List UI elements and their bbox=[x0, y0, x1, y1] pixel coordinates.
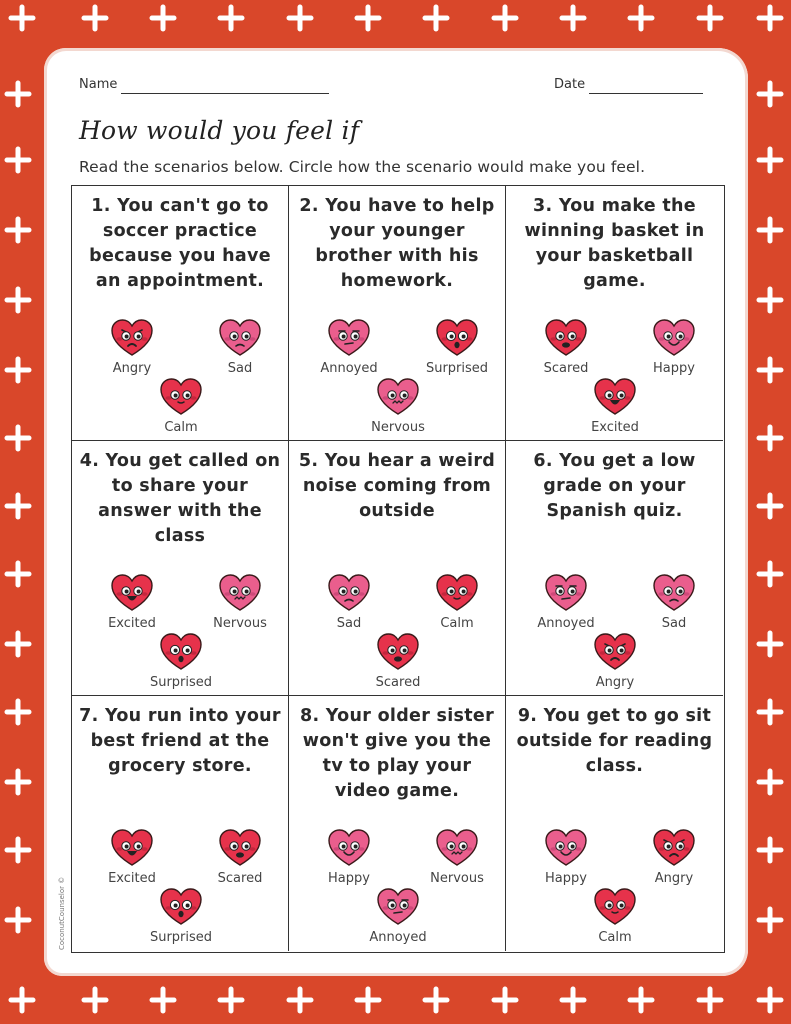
plus-icon bbox=[357, 7, 379, 29]
feeling-label: Happy bbox=[653, 361, 695, 376]
scenario-prompt: 7. You run into your best friend at the grocery store. bbox=[79, 706, 281, 776]
scenario-cell bbox=[72, 696, 289, 951]
plus-icon bbox=[7, 219, 29, 241]
feeling-option-scared[interactable] bbox=[358, 633, 438, 697]
plus-icon bbox=[759, 219, 781, 241]
feeling-option-surprised[interactable] bbox=[141, 633, 221, 697]
plus-icon bbox=[7, 909, 29, 931]
plus-icon bbox=[7, 495, 29, 517]
scenario-cell bbox=[506, 186, 723, 441]
feeling-option-nervous[interactable] bbox=[417, 829, 497, 893]
feeling-label: Annoyed bbox=[537, 616, 595, 631]
feeling-option-calm[interactable] bbox=[417, 574, 497, 638]
scenario-prompt: 2. You have to help your younger brother with his homework. bbox=[299, 196, 495, 291]
scenario-prompt: 8. Your older sister won't give you the tv to play your video game. bbox=[299, 706, 495, 801]
feeling-label: Happy bbox=[545, 871, 587, 886]
feeling-label: Angry bbox=[112, 361, 152, 376]
plus-icon bbox=[759, 909, 781, 931]
feeling-option-happy[interactable] bbox=[634, 319, 714, 383]
plus-icon bbox=[84, 7, 106, 29]
feeling-option-angry[interactable] bbox=[92, 319, 172, 383]
plus-icon bbox=[152, 7, 174, 29]
feeling-label: Sad bbox=[336, 616, 362, 631]
feeling-option-surprised[interactable] bbox=[417, 319, 497, 383]
date-field[interactable] bbox=[589, 93, 703, 94]
plus-icon bbox=[759, 289, 781, 311]
feeling-option-excited[interactable] bbox=[92, 574, 172, 638]
feeling-option-calm[interactable] bbox=[141, 378, 221, 442]
feeling-option-excited[interactable] bbox=[575, 378, 655, 442]
feeling-option-sad[interactable] bbox=[200, 319, 280, 383]
feeling-label: Nervous bbox=[213, 616, 267, 631]
plus-icon bbox=[759, 771, 781, 793]
scenario-cell bbox=[289, 186, 506, 441]
plus-icon bbox=[759, 359, 781, 381]
name-label: Name bbox=[79, 77, 118, 92]
plus-icon bbox=[7, 563, 29, 585]
plus-icon bbox=[630, 989, 652, 1011]
feeling-option-nervous[interactable] bbox=[200, 574, 280, 638]
scenario-prompt: 3. You make the winning basket in your basketball game. bbox=[524, 196, 705, 291]
feeling-label: Sad bbox=[227, 361, 253, 376]
feeling-label: Scared bbox=[217, 871, 263, 886]
plus-icon bbox=[7, 83, 29, 105]
plus-icon bbox=[152, 989, 174, 1011]
plus-icon bbox=[7, 359, 29, 381]
date-label: Date bbox=[554, 77, 586, 92]
scenario-prompt: 9. You get to go sit outside for reading class. bbox=[516, 706, 713, 776]
scenario-cell bbox=[506, 441, 723, 696]
plus-icon bbox=[425, 7, 447, 29]
instructions: Read the scenarios below. Circle how the scenario would make you feel. bbox=[79, 158, 646, 176]
plus-icon bbox=[220, 7, 242, 29]
scenario-cell bbox=[289, 441, 506, 696]
scenario-prompt: 5. You hear a weird noise coming from outside bbox=[298, 451, 496, 521]
plus-icon bbox=[759, 989, 781, 1011]
feeling-option-sad[interactable] bbox=[309, 574, 389, 638]
feeling-option-annoyed[interactable] bbox=[309, 319, 389, 383]
scenario-prompt: 6. You get a low grade on your Spanish quiz. bbox=[533, 451, 696, 521]
scenario-prompt: 4. You get called on to share your answer with the class bbox=[79, 451, 281, 546]
plus-icon bbox=[357, 989, 379, 1011]
feeling-option-angry[interactable] bbox=[634, 829, 714, 893]
scenario-grid bbox=[71, 185, 725, 953]
feeling-label: Surprised bbox=[425, 361, 489, 376]
name-field[interactable] bbox=[121, 93, 329, 94]
feeling-label: Scared bbox=[375, 675, 421, 690]
plus-icon bbox=[289, 7, 311, 29]
plus-icon bbox=[759, 563, 781, 585]
plus-icon bbox=[759, 701, 781, 723]
plus-icon bbox=[494, 7, 516, 29]
scenario-cell bbox=[506, 696, 723, 951]
feeling-label: Annoyed bbox=[369, 930, 427, 945]
scenario-cell bbox=[289, 696, 506, 951]
feeling-label: Surprised bbox=[149, 675, 213, 690]
plus-icon bbox=[630, 7, 652, 29]
plus-icon bbox=[425, 989, 447, 1011]
feeling-option-sad[interactable] bbox=[634, 574, 714, 638]
plus-icon bbox=[699, 7, 721, 29]
feeling-label: Annoyed bbox=[320, 361, 378, 376]
feeling-label: Calm bbox=[440, 616, 474, 631]
feeling-option-surprised[interactable] bbox=[141, 888, 221, 952]
feeling-option-calm[interactable] bbox=[575, 888, 655, 952]
copyright-text: CoconutCounselor © bbox=[58, 876, 66, 950]
feeling-label: Excited bbox=[591, 420, 639, 435]
plus-icon bbox=[7, 771, 29, 793]
feeling-option-scared[interactable] bbox=[526, 319, 606, 383]
plus-icon bbox=[7, 289, 29, 311]
plus-icon bbox=[759, 839, 781, 861]
feeling-label: Scared bbox=[543, 361, 589, 376]
plus-icon bbox=[562, 7, 584, 29]
feeling-label: Nervous bbox=[430, 871, 484, 886]
feeling-option-angry[interactable] bbox=[575, 633, 655, 697]
plus-icon bbox=[7, 149, 29, 171]
scenario-cell bbox=[72, 186, 289, 441]
feeling-option-happy[interactable] bbox=[526, 829, 606, 893]
feeling-label: Excited bbox=[108, 871, 156, 886]
feeling-label: Angry bbox=[654, 871, 694, 886]
plus-icon bbox=[7, 633, 29, 655]
plus-icon bbox=[220, 989, 242, 1011]
feeling-label: Surprised bbox=[149, 930, 213, 945]
plus-icon bbox=[759, 495, 781, 517]
feeling-label: Nervous bbox=[371, 420, 425, 435]
scenario-cell bbox=[72, 441, 289, 696]
plus-icon bbox=[84, 989, 106, 1011]
feeling-option-annoyed[interactable] bbox=[526, 574, 606, 638]
plus-icon bbox=[699, 989, 721, 1011]
feeling-label: Calm bbox=[598, 930, 632, 945]
feeling-label: Angry bbox=[595, 675, 635, 690]
plus-icon bbox=[759, 427, 781, 449]
feeling-option-happy[interactable] bbox=[309, 829, 389, 893]
feeling-label: Happy bbox=[328, 871, 370, 886]
plus-icon bbox=[11, 7, 33, 29]
plus-icon bbox=[759, 149, 781, 171]
plus-icon bbox=[7, 427, 29, 449]
plus-icon bbox=[494, 989, 516, 1011]
feeling-option-nervous[interactable] bbox=[358, 378, 438, 442]
plus-icon bbox=[759, 7, 781, 29]
plus-icon bbox=[7, 839, 29, 861]
feeling-label: Sad bbox=[661, 616, 687, 631]
plus-icon bbox=[562, 989, 584, 1011]
plus-icon bbox=[759, 633, 781, 655]
feeling-option-annoyed[interactable] bbox=[358, 888, 438, 952]
feeling-option-scared[interactable] bbox=[200, 829, 280, 893]
plus-icon bbox=[289, 989, 311, 1011]
feeling-label: Calm bbox=[164, 420, 198, 435]
scenario-prompt: 1. You can't go to soccer practice because you have an appointment. bbox=[89, 196, 271, 291]
feeling-option-excited[interactable] bbox=[92, 829, 172, 893]
plus-icon bbox=[11, 989, 33, 1011]
page-title: How would you feel if bbox=[79, 116, 360, 145]
plus-icon bbox=[759, 83, 781, 105]
plus-icon bbox=[7, 701, 29, 723]
feeling-label: Excited bbox=[108, 616, 156, 631]
